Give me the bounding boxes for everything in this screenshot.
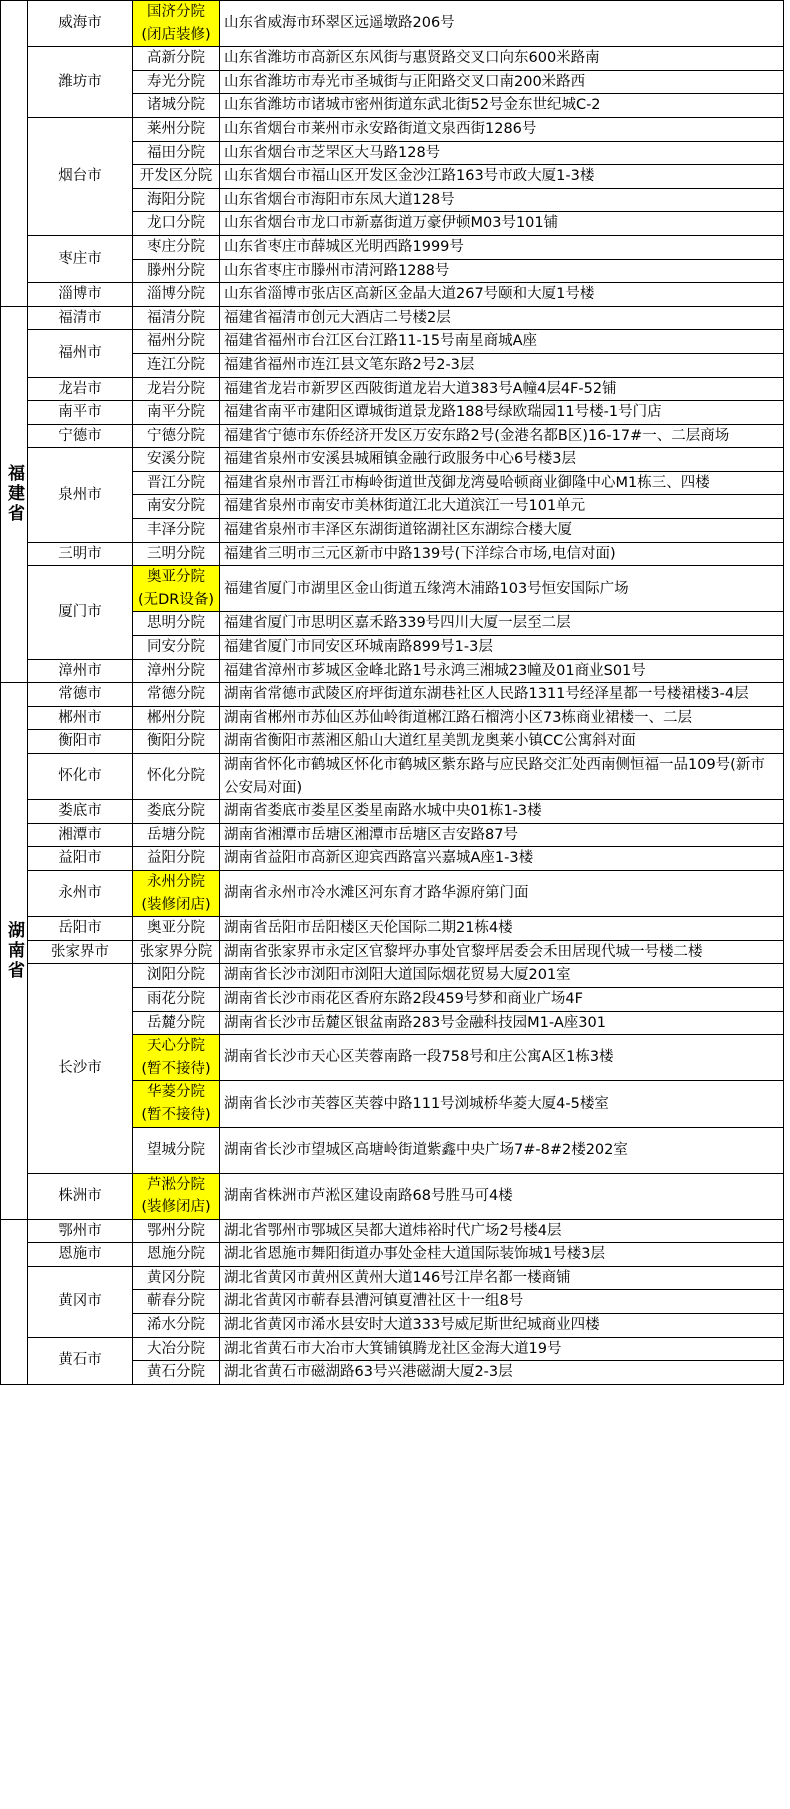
- address-cell: 山东省枣庄市薛城区光明西路1999号: [220, 235, 784, 259]
- address-cell: 湖南省长沙市天心区芙蓉南路一段758号和庄公寓A区1栋3楼: [220, 1035, 784, 1081]
- branch-name-cell: 国济分院 (闭店装修): [133, 1, 220, 47]
- branch-name-cell: 同安分院: [133, 636, 220, 660]
- address-cell: 湖南省长沙市岳麓区银盆南路283号金融科技园M1-A座301: [220, 1011, 784, 1035]
- city-cell: 三明市: [28, 542, 133, 566]
- city-cell: 龙岩市: [28, 377, 133, 401]
- address-cell: 湖南省郴州市苏仙区苏仙岭街道郴江路石榴湾小区73栋商业裙楼一、二层: [220, 706, 784, 730]
- branch-name-cell: 怀化分院: [133, 754, 220, 800]
- city-cell: 淄博市: [28, 283, 133, 307]
- branch-name-cell: 黄冈分院: [133, 1266, 220, 1290]
- city-cell: 恩施市: [28, 1243, 133, 1267]
- table-row: [1, 659, 784, 683]
- address-cell: 福建省泉州市丰泽区东湖街道铭湖社区东湖综合楼大厦: [220, 519, 784, 543]
- branch-name-cell: 岳麓分院: [133, 1011, 220, 1035]
- address-cell: 福建省漳州市芗城区金峰北路1号永鸿三湘城23幢及01商业S01号: [220, 659, 784, 683]
- address-cell: 福建省福州市连江县文笔东路2号2-3层: [220, 353, 784, 377]
- branch-name-cell: 华菱分院 (暂不接待): [133, 1081, 220, 1127]
- address-cell: 山东省淄博市张店区高新区金晶大道267号颐和大厦1号楼: [220, 283, 784, 307]
- branch-name-cell: 益阳分院: [133, 847, 220, 871]
- table-row: [1, 800, 784, 824]
- branch-name-cell: 大冶分院: [133, 1337, 220, 1361]
- city-cell: 郴州市: [28, 706, 133, 730]
- address-cell: 山东省烟台市福山区开发区金沙江路163号市政大厦1-3楼: [220, 165, 784, 189]
- table-row: [1, 964, 784, 988]
- address-cell: 福建省龙岩市新罗区西陂街道龙岩大道383号A幢4层4F-52铺: [220, 377, 784, 401]
- city-cell: 岳阳市: [28, 917, 133, 941]
- branch-name-cell: 南平分院: [133, 401, 220, 425]
- address-cell: 山东省烟台市海阳市东凤大道128号: [220, 188, 784, 212]
- table-row: [1, 1266, 784, 1290]
- province-cell: [1, 1219, 28, 1384]
- address-cell: 湖南省湘潭市岳塘区湘潭市岳塘区吉安路87号: [220, 823, 784, 847]
- city-cell: 株洲市: [28, 1173, 133, 1219]
- table-row: [1, 377, 784, 401]
- address-cell: 湖南省张家界市永定区官黎坪办事处官黎坪居委会禾田居现代城一号楼二楼: [220, 940, 784, 964]
- address-cell: 湖南省长沙市望城区高塘岭街道紫鑫中央广场7#-8#2楼202室: [220, 1127, 784, 1173]
- branch-name-cell: 常德分院: [133, 683, 220, 707]
- address-cell: 福建省泉州市安溪县城厢镇金融行政服务中心6号楼3层: [220, 448, 784, 472]
- address-cell: 湖北省黄冈市黄州区黄州大道146号江岸名都一楼商铺: [220, 1266, 784, 1290]
- branch-name-cell: 诸城分院: [133, 94, 220, 118]
- city-cell: 张家界市: [28, 940, 133, 964]
- city-cell: 福清市: [28, 306, 133, 330]
- table-row: [1, 448, 784, 472]
- branch-name-cell: 连江分院: [133, 353, 220, 377]
- branch-name-cell: 望城分院: [133, 1127, 220, 1173]
- branch-name-cell: 永州分院 (装修闭店): [133, 870, 220, 916]
- address-cell: 山东省烟台市龙口市新嘉街道万豪伊顿M03号101铺: [220, 212, 784, 236]
- address-cell: 湖南省永州市冷水滩区河东育才路华源府第门面: [220, 870, 784, 916]
- address-cell: 福建省泉州市南安市美林街道江北大道滨江一号101单元: [220, 495, 784, 519]
- branch-name-cell: 海阳分院: [133, 188, 220, 212]
- city-cell: 南平市: [28, 401, 133, 425]
- city-cell: 黄冈市: [28, 1266, 133, 1337]
- branch-name-cell: 奥亚分院: [133, 917, 220, 941]
- address-cell: 湖北省恩施市舞阳街道办事处金桂大道国际装饰城1号楼3层: [220, 1243, 784, 1267]
- address-cell: 福建省三明市三元区新市中路139号(下洋综合市场,电信对面): [220, 542, 784, 566]
- address-cell: 福建省福州市台江区台江路11-15号南星商城A座: [220, 330, 784, 354]
- city-cell: 黄石市: [28, 1337, 133, 1384]
- table-row: [1, 683, 784, 707]
- branch-name-cell: 娄底分院: [133, 800, 220, 824]
- branch-name-cell: 滕州分院: [133, 259, 220, 283]
- table-row: [1, 706, 784, 730]
- address-cell: 湖南省益阳市高新区迎宾西路富兴嘉城A座1-3楼: [220, 847, 784, 871]
- address-cell: 福建省厦门市湖里区金山街道五缘湾木浦路103号恒安国际广场: [220, 566, 784, 612]
- branch-name-cell: 丰泽分院: [133, 519, 220, 543]
- table-row: [1, 235, 784, 259]
- table-row: [1, 566, 784, 612]
- address-cell: 福建省宁德市东侨经济开发区万安东路2号(金港名都B区)16-17#一、二层商场: [220, 424, 784, 448]
- branch-name-cell: 黄石分院: [133, 1361, 220, 1385]
- branch-name-cell: 高新分院: [133, 47, 220, 71]
- branch-name-cell: 奥亚分院 (无DR设备): [133, 566, 220, 612]
- table-row: [1, 1, 784, 47]
- address-cell: 湖南省衡阳市蒸湘区船山大道红星美凯龙奥莱小镇CC公寓斜对面: [220, 730, 784, 754]
- city-cell: 鄂州市: [28, 1219, 133, 1243]
- table-row: [1, 424, 784, 448]
- city-cell: 益阳市: [28, 847, 133, 871]
- city-cell: 宁德市: [28, 424, 133, 448]
- address-cell: 湖南省怀化市鹤城区怀化市鹤城区紫东路与应民路交汇处西南侧恒福一品109号(新市公安局对面): [220, 754, 784, 800]
- branch-name-cell: 晋江分院: [133, 471, 220, 495]
- address-cell: 福建省泉州市晋江市梅岭街道世茂御龙湾曼哈顿商业御隆中心M1栋三、四楼: [220, 471, 784, 495]
- branch-name-cell: 芦淞分院 (装修闭店): [133, 1173, 220, 1219]
- branch-name-cell: 鄂州分院: [133, 1219, 220, 1243]
- branch-name-cell: 福州分院: [133, 330, 220, 354]
- branch-name-cell: 雨花分院: [133, 987, 220, 1011]
- table-row: [1, 940, 784, 964]
- address-cell: 山东省烟台市莱州市永安路街道文泉西街1286号: [220, 117, 784, 141]
- city-cell: 枣庄市: [28, 235, 133, 282]
- branch-name-cell: 安溪分院: [133, 448, 220, 472]
- address-cell: 湖北省黄石市磁湖路63号兴港磁湖大厦2-3层: [220, 1361, 784, 1385]
- table-row: [1, 401, 784, 425]
- table-row: [1, 283, 784, 307]
- branch-name-cell: 龙口分院: [133, 212, 220, 236]
- province-cell: 湖南省: [1, 683, 28, 1219]
- address-cell: 福建省厦门市同安区环城南路899号1-3层: [220, 636, 784, 660]
- branch-name-cell: 龙岩分院: [133, 377, 220, 401]
- table-row: [1, 917, 784, 941]
- branch-name-cell: 蕲春分院: [133, 1290, 220, 1314]
- address-cell: 山东省烟台市芝罘区大马路128号: [220, 141, 784, 165]
- table-row: [1, 1219, 784, 1243]
- branch-name-cell: 思明分院: [133, 612, 220, 636]
- address-cell: 湖南省岳阳市岳阳楼区天伦国际二期21栋4楼: [220, 917, 784, 941]
- branch-name-cell: 衡阳分院: [133, 730, 220, 754]
- table-row: [1, 730, 784, 754]
- address-cell: 湖北省黄石市大冶市大箕铺镇腾龙社区金海大道19号: [220, 1337, 784, 1361]
- city-cell: 娄底市: [28, 800, 133, 824]
- branch-name-cell: 福清分院: [133, 306, 220, 330]
- branch-name-cell: 南安分院: [133, 495, 220, 519]
- city-cell: 湘潭市: [28, 823, 133, 847]
- address-cell: 山东省枣庄市滕州市清河路1288号: [220, 259, 784, 283]
- address-cell: 湖南省常德市武陵区府坪街道东湖巷社区人民路1311号经泽星都一号楼裙楼3-4层: [220, 683, 784, 707]
- branch-name-cell: 开发区分院: [133, 165, 220, 189]
- table-row: [1, 1173, 784, 1219]
- address-cell: 福建省福清市创元大酒店二号楼2层: [220, 306, 784, 330]
- city-cell: 永州市: [28, 870, 133, 916]
- branch-name-cell: 莱州分院: [133, 117, 220, 141]
- table-row: [1, 870, 784, 916]
- city-cell: 威海市: [28, 1, 133, 47]
- address-cell: 山东省潍坊市高新区东风街与惠贤路交叉口向东600米路南: [220, 47, 784, 71]
- city-cell: 长沙市: [28, 964, 133, 1173]
- city-cell: 福州市: [28, 330, 133, 377]
- table-row: [1, 823, 784, 847]
- branch-name-cell: 岳塘分院: [133, 823, 220, 847]
- address-cell: 湖北省鄂州市鄂城区吴都大道炜裕时代广场2号楼4层: [220, 1219, 784, 1243]
- city-cell: 泉州市: [28, 448, 133, 542]
- address-cell: 湖南省长沙市芙蓉区芙蓉中路111号浏城桥华菱大厦4-5楼室: [220, 1081, 784, 1127]
- address-cell: 湖南省株洲市芦淞区建设南路68号胜马可4楼: [220, 1173, 784, 1219]
- address-cell: 湖南省娄底市娄星区娄星南路水城中央01栋1-3楼: [220, 800, 784, 824]
- address-cell: 山东省潍坊市诸城市密州街道东武北街52号金东世纪城C-2: [220, 94, 784, 118]
- province-cell: [1, 1, 28, 307]
- address-cell: 湖北省黄冈市浠水县安时大道333号威尼斯世纪城商业四楼: [220, 1314, 784, 1338]
- branch-name-cell: 恩施分院: [133, 1243, 220, 1267]
- branch-name-cell: 三明分院: [133, 542, 220, 566]
- table-row: [1, 306, 784, 330]
- city-cell: 衡阳市: [28, 730, 133, 754]
- branch-name-cell: 漳州分院: [133, 659, 220, 683]
- table-row: [1, 47, 784, 71]
- address-cell: 湖北省黄冈市蕲春县漕河镇夏漕社区十一组8号: [220, 1290, 784, 1314]
- table-row: [1, 1337, 784, 1361]
- city-cell: 烟台市: [28, 117, 133, 235]
- table-row: [1, 754, 784, 800]
- address-cell: 山东省潍坊市寿光市圣城街与正阳路交叉口南200米路西: [220, 70, 784, 94]
- city-cell: 潍坊市: [28, 47, 133, 118]
- city-cell: 厦门市: [28, 566, 133, 659]
- branch-name-cell: 郴州分院: [133, 706, 220, 730]
- branch-name-cell: 张家界分院: [133, 940, 220, 964]
- address-cell: 福建省厦门市思明区嘉禾路339号四川大厦一层至二层: [220, 612, 784, 636]
- table-row: [1, 1243, 784, 1267]
- table-row: [1, 117, 784, 141]
- branch-name-cell: 浠水分院: [133, 1314, 220, 1338]
- address-cell: 湖南省长沙市雨花区香府东路2段459号梦和商业广场4F: [220, 987, 784, 1011]
- table-body: [1, 1, 784, 1385]
- branch-name-cell: 浏阳分院: [133, 964, 220, 988]
- city-cell: 漳州市: [28, 659, 133, 683]
- table-row: [1, 330, 784, 354]
- branch-name-cell: 枣庄分院: [133, 235, 220, 259]
- address-cell: 福建省南平市建阳区谭城街道景龙路188号绿欧瑞园11号楼-1号门店: [220, 401, 784, 425]
- city-cell: 常德市: [28, 683, 133, 707]
- branch-name-cell: 福田分院: [133, 141, 220, 165]
- table-row: [1, 542, 784, 566]
- city-cell: 怀化市: [28, 754, 133, 800]
- branch-name-cell: 天心分院 (暂不接待): [133, 1035, 220, 1081]
- branch-name-cell: 宁德分院: [133, 424, 220, 448]
- address-cell: 湖南省长沙市浏阳市浏阳大道国际烟花贸易大厦201室: [220, 964, 784, 988]
- address-cell: 山东省威海市环翠区远遥墩路206号: [220, 1, 784, 47]
- table-row: [1, 847, 784, 871]
- branch-name-cell: 淄博分院: [133, 283, 220, 307]
- province-cell: 福建省: [1, 306, 28, 683]
- branch-name-cell: 寿光分院: [133, 70, 220, 94]
